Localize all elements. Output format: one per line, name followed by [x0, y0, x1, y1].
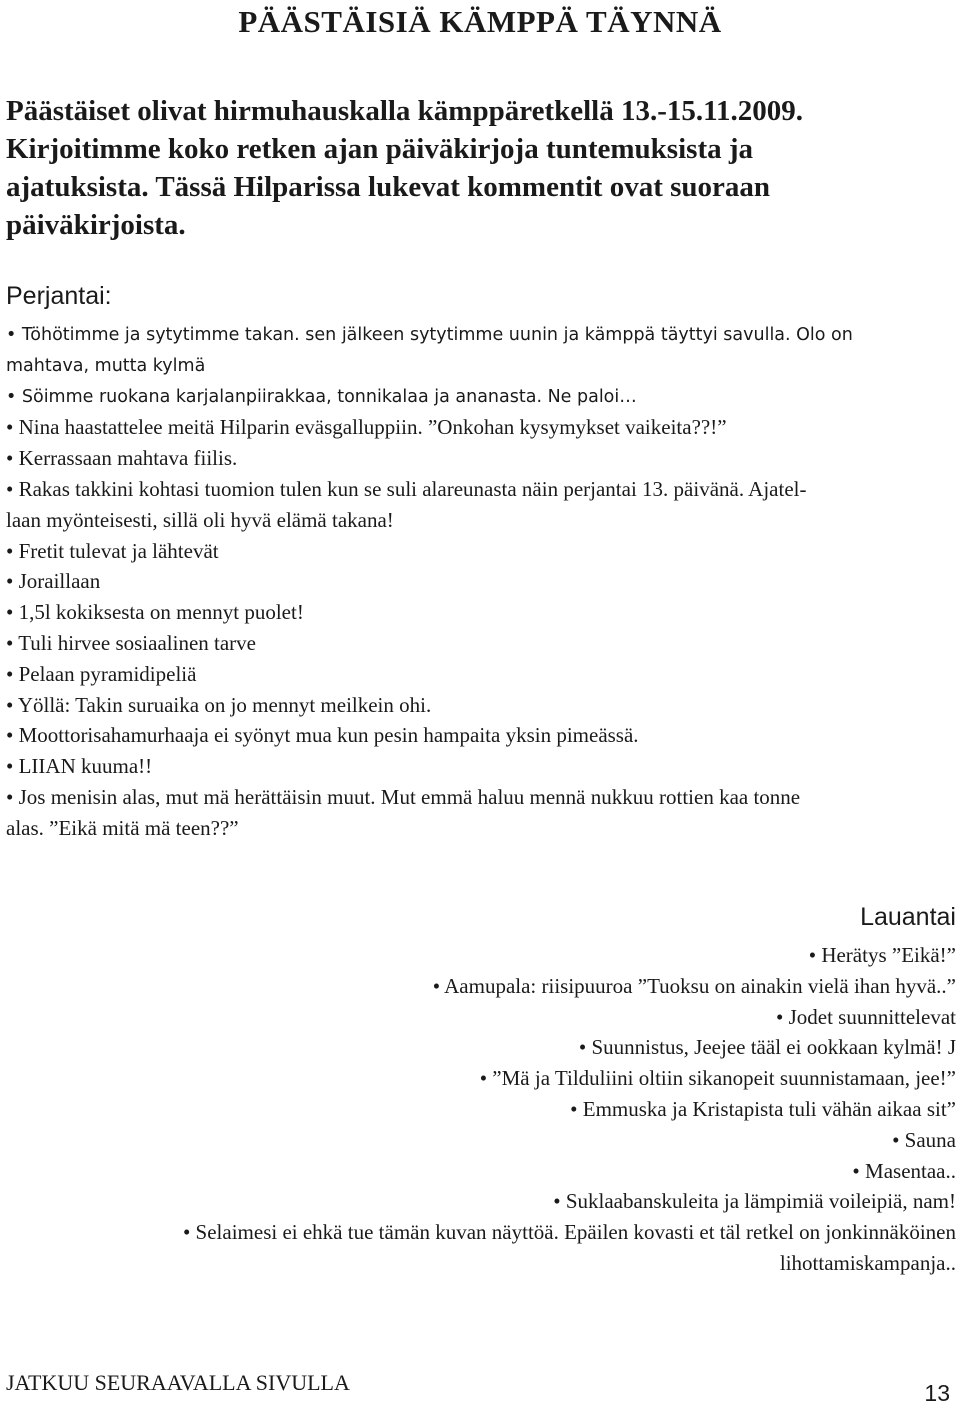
friday-list [6, 320, 952, 844]
intro-line: ajatuksista. Tässä Hilparissa lukevat kommentit ovat suoraan [6, 171, 771, 203]
intro-line: päiväkirjoista. [6, 209, 186, 241]
saturday-line: • Suklaabanskuleita ja lämpimiä voileipiä, nam! [553, 1189, 956, 1214]
friday-line: • 1,5l kokiksesta on mennyt puolet! [6, 600, 304, 625]
friday-line: alas. ”Eikä mitä mä teen??” [6, 815, 239, 840]
friday-line: laan myönteisesti, sillä oli hyvä elämä takana! [6, 507, 394, 532]
friday-line: • Tuli hirvee sosiaalinen tarve [6, 630, 256, 655]
friday-line: • Pelaan pyramidipeliä [6, 661, 197, 686]
friday-line: • Kerrassaan mahtava fiilis. [6, 446, 238, 471]
friday-line: • Nina haastattelee meitä Hilparin eväsgalluppiin. ”Onkohan kysymykset vaikeita??!” [6, 415, 727, 440]
friday-line: • LIIAN kuuma!! [6, 754, 153, 779]
saturday-line: • Aamupala: riisipuuroa ”Tuoksu on ainakin vielä ihan hyvä..” [432, 973, 956, 998]
friday-line: • Töhötimme ja sytytimme takan. sen jälkeen sytytimme uunin ja kämppä täyttyi savulla. Olo on [6, 325, 853, 345]
friday-line: • Moottorisahamurhaaja ei syönyt mua kun pesin hampaita yksin pimeässä. [6, 723, 639, 748]
saturday-line: lihottamiskampanja.. [779, 1250, 956, 1275]
page-title: PÄÄSTÄISIÄ KÄMPPÄ TÄYNNÄ [238, 4, 722, 39]
saturday-line: • Herätys ”Eikä!” [808, 943, 956, 967]
friday-line: • Jos menisin alas, mut mä herättäisin muut. Mut emmä haluu mennä nukkuu rottien kaa tonne [6, 784, 801, 809]
friday-line: • Rakas takkini kohtasi tuomion tulen kun se suli alareunasta näin perjantai 13. päivänä. Ajatel- [6, 476, 807, 501]
friday-heading: Perjantai: [6, 282, 112, 310]
friday-line: • Fretit tulevat ja lähtevät [6, 538, 219, 563]
friday-line: mahtava, mutta kylmä [6, 355, 206, 376]
saturday-list [6, 940, 956, 1279]
page-number: 13 [924, 1380, 950, 1406]
saturday-line: • Emmuska ja Kristapista tuli vähän aikaa sit” [570, 1096, 956, 1121]
friday-line: • Yöllä: Takin suruaika on jo mennyt meilkein ohi. [6, 692, 432, 717]
saturday-line: • ”Mä ja Tilduliini oltiin sikanopeit suunnistamaan, jee!” [479, 1066, 956, 1091]
intro-line: Kirjoitimme koko retken ajan päiväkirjoja tuntemuksista ja [6, 133, 754, 165]
saturday-line: • Selaimesi ei ehkä tue tämän kuvan näyttöä. Epäilen kovasti et täl retkel on jonkinnäköinen [182, 1220, 956, 1245]
intro-paragraph [6, 92, 946, 244]
saturday-line: • Masentaa.. [852, 1158, 956, 1183]
intro-line: Päästäiset olivat hirmuhauskalla kämppäretkellä 13.-15.11.2009. [6, 95, 804, 127]
friday-line: • Joraillaan [6, 569, 101, 594]
continue-notice: JATKUU SEURAAVALLA SIVULLA [6, 1370, 350, 1395]
friday-line: • Söimme ruokana karjalanpiirakkaa, tonnikalaa ja ananasta. Ne paloi… [6, 386, 637, 407]
saturday-line: • Jodet suunnittelevat [776, 1004, 956, 1029]
saturday-line: • Suunnistus, Jeejee tääl ei ookkaan kylmä! J [578, 1035, 956, 1060]
saturday-line: • Sauna [892, 1127, 956, 1152]
saturday-heading: Lauantai [860, 903, 956, 931]
